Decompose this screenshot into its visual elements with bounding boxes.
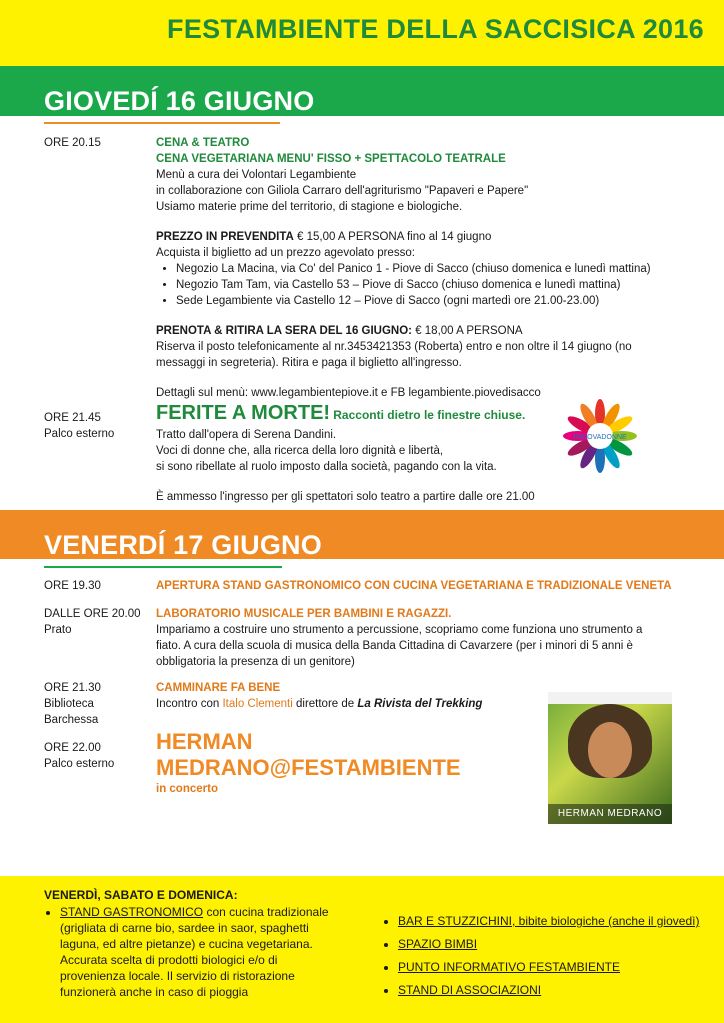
shop-list bbox=[156, 261, 676, 309]
d1e1-desc-2: in collaborazione con Giliola Carraro dell'agriturismo "Papaveri e Papere" bbox=[156, 185, 529, 197]
d1e2-desc-1: Tratto dall'opera di Serena Dandini. bbox=[156, 429, 337, 441]
shop-item: • Sede Legambiente via Castello 12 – Piove di Sacco (ogni martedì ore 21.00-23.00) bbox=[176, 293, 676, 309]
d2e3-place2: Barchessa bbox=[44, 714, 99, 726]
footer-item: • BAR E STUZZICHINI, bibite biologiche (anche il giovedì) bbox=[398, 910, 722, 933]
d1e1-time: ORE 20.15 bbox=[44, 137, 101, 149]
day2-title: VENERDÍ 17 GIUGNO bbox=[44, 530, 322, 560]
d2e3-time: ORE 21.30 bbox=[44, 682, 101, 694]
d1e1-desc-1: Menù a cura dei Volontari Legambiente bbox=[156, 169, 357, 181]
d2e2-title: LABORATORIO MUSICALE PER BAMBINI E RAGAZZI. bbox=[156, 608, 452, 620]
d1e1-prenota: PRENOTA & RITIRA LA SERA DEL 16 GIUGNO: € 18,00 A PERSONA bbox=[156, 325, 523, 337]
d2e4-title: HERMAN MEDRANO@FESTAMBIENTE bbox=[156, 729, 461, 780]
d1e2-note: È ammesso l'ingresso per gli spettatori solo teatro a partire dalle ore 21.00 bbox=[156, 491, 535, 503]
d2e2-desc: Impariamo a costruire uno strumento a percussione, scopriamo come funziona uno strumento a fiato. A cura della scuola di musica della Banda Cittadina di Cavarzere (per i minori di 5 anni è obbligatoria la presenza di un genitore) bbox=[156, 624, 643, 668]
d2e3-title: CAMMINARE FA BENE bbox=[156, 682, 281, 694]
d1e1-block bbox=[156, 135, 676, 401]
shop-item: • Negozio La Macina, via Co' del Panico 1 - Piove di Sacco (chiuso domenica e lunedì mattina) bbox=[176, 261, 676, 277]
d1e2-block bbox=[156, 402, 556, 505]
d1e1-dettagli: Dettagli sul menù: www.legambientepiove.it e FB legambiente.piovedisacco bbox=[156, 387, 541, 399]
d2e4-sub: in concerto bbox=[156, 783, 218, 795]
d2e1-title: APERTURA STAND GASTRONOMICO CON CUCINA VEGETARIANA E TRADIZIONALE VENETA bbox=[156, 580, 672, 592]
d2e2-block bbox=[156, 606, 656, 670]
d1e1-desc-3: Usiamo materie prime del territorio, di stagione e biologiche. bbox=[156, 201, 463, 213]
d1e1-prevendita: PREZZO IN PREVENDITA € 15,00 A PERSONA fino al 14 giugno bbox=[156, 231, 492, 243]
footer-stand: • STAND GASTRONOMICO con cucina tradizionale (grigliata di carne bio, sardee in saor, spaghetti laguna, ed altre pietanze) e cucina vegetariana. Accurata scelta di prodotti biologici e/o di provenienza locale. Il servizio di ristorazione funzionerà anche in caso di pioggia bbox=[60, 904, 344, 1000]
d2e3-place1: Biblioteca bbox=[44, 698, 94, 710]
d1e2-place: Palco esterno bbox=[44, 428, 115, 440]
page-title: FESTAMBIENTE DELLA SACCISICA 2016 bbox=[167, 14, 704, 44]
d1e1-heading1: CENA & TEATRO bbox=[156, 137, 250, 149]
logo-text: PADOVADONNE bbox=[573, 434, 627, 441]
padovadonne-logo bbox=[560, 398, 640, 478]
d2e1-time: ORE 19.30 bbox=[44, 580, 101, 592]
footer-item: • PUNTO INFORMATIVO FESTAMBIENTE bbox=[398, 956, 722, 979]
d2e3-desc: Incontro con Italo Clementi direttore de La Rivista del Trekking bbox=[156, 698, 483, 710]
d1e1-riserva: Riserva il posto telefonicamente al nr.3453421353 (Roberta) entro e non oltre il 14 giugno (no messaggi in segreteria). Ritira e paga il biglietto all'ingresso. bbox=[156, 341, 632, 369]
d1e2-title: FERITE A MORTE! bbox=[156, 402, 331, 424]
footer-right bbox=[382, 910, 722, 1002]
d1e2-desc-2: Voci di donne che, alla ricerca della loro dignità e libertà, bbox=[156, 445, 444, 457]
d1e2-desc-3: si sono ribellate al ruolo imposto dalla società, pagando con la vita. bbox=[156, 461, 497, 473]
d2e4-time: ORE 22.00 bbox=[44, 742, 101, 754]
d2e2-time: DALLE ORE 20.00 bbox=[44, 608, 141, 620]
d2e3-block bbox=[156, 680, 536, 712]
footer-heading: VENERDÌ, SABATO E DOMENICA: bbox=[44, 888, 238, 902]
day2-underline bbox=[44, 566, 282, 568]
d2e4-place: Palco esterno bbox=[44, 758, 115, 770]
d2e2-place: Prato bbox=[44, 624, 72, 636]
footer-item: • SPAZIO BIMBI bbox=[398, 933, 722, 956]
d2e4-block bbox=[156, 729, 546, 797]
shop-item: • Negozio Tam Tam, via Castello 53 – Piove di Sacco (chiuso domenica e lunedì mattina) bbox=[176, 277, 676, 293]
footer-item: • STAND DI ASSOCIAZIONI bbox=[398, 979, 722, 1002]
d1e2-subtitle: Racconti dietro le finestre chiuse. bbox=[333, 408, 526, 422]
herman-medrano-photo bbox=[548, 692, 672, 824]
d1e1-heading2: CENA VEGETARIANA MENU' FISSO + SPETTACOLO TEATRALE bbox=[156, 153, 506, 165]
footer-left bbox=[44, 904, 344, 1000]
d1e2-time: ORE 21.45 bbox=[44, 412, 101, 424]
d1e1-acquista: Acquista il biglietto ad un prezzo agevolato presso: bbox=[156, 247, 415, 259]
day1-title: GIOVEDÍ 16 GIUGNO bbox=[44, 86, 315, 116]
photo-caption: HERMAN MEDRANO bbox=[548, 804, 672, 824]
photo-logos-strip bbox=[548, 692, 672, 704]
day1-underline bbox=[44, 122, 280, 124]
